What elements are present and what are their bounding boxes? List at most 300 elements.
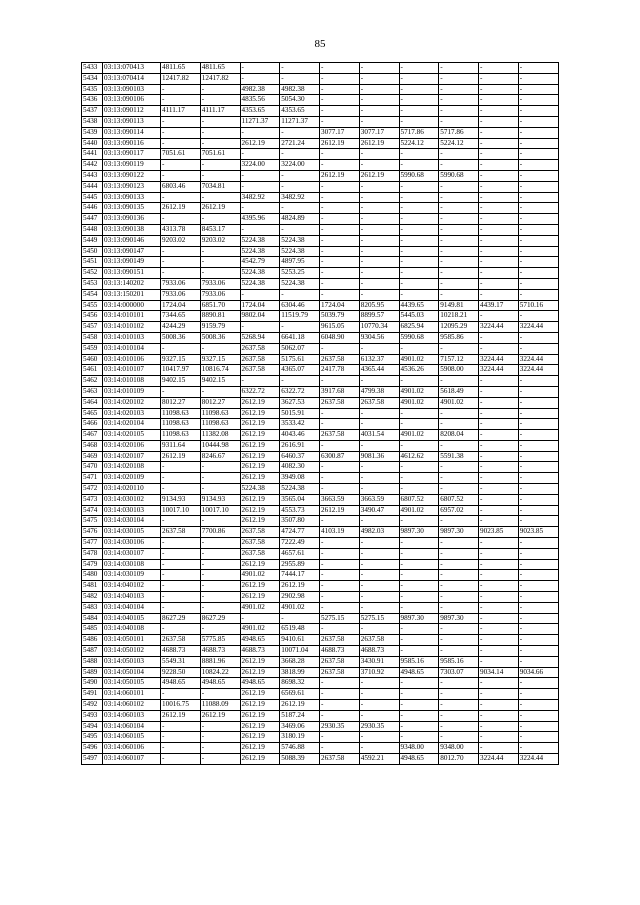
value-cell: 4901.02 <box>399 354 439 365</box>
value-cell: 3224.44 <box>479 365 519 376</box>
row-id-cell: 5454 <box>82 289 103 300</box>
code-cell: 03:13:090114 <box>103 127 161 138</box>
value-cell: 5549.31 <box>161 656 201 667</box>
value-cell: - <box>518 678 558 689</box>
value-cell: 4948.65 <box>200 678 240 689</box>
row-id-cell: 5436 <box>82 95 103 106</box>
value-cell: - <box>359 278 399 289</box>
value-cell: 2637.58 <box>359 635 399 646</box>
value-cell: 5054.30 <box>280 95 320 106</box>
table-row <box>82 354 559 365</box>
value-cell: 9348.00 <box>439 743 479 754</box>
code-cell: 03:14:050102 <box>103 646 161 657</box>
table-row <box>82 635 559 646</box>
value-cell: 11098.63 <box>161 419 201 430</box>
row-id-cell: 5451 <box>82 257 103 268</box>
value-cell: - <box>479 246 519 257</box>
value-cell: - <box>439 538 479 549</box>
value-cell: 9348.00 <box>399 743 439 754</box>
value-cell: 3180.19 <box>280 732 320 743</box>
table-row <box>82 73 559 84</box>
value-cell: - <box>200 548 240 559</box>
table-row <box>82 332 559 343</box>
value-cell: - <box>161 721 201 732</box>
value-cell: - <box>479 224 519 235</box>
value-cell: - <box>200 570 240 581</box>
value-cell: - <box>518 181 558 192</box>
value-cell: 1724.04 <box>240 300 280 311</box>
value-cell: 3818.99 <box>280 667 320 678</box>
value-cell: - <box>479 516 519 527</box>
row-id-cell: 5455 <box>82 300 103 311</box>
row-id-cell: 5460 <box>82 354 103 365</box>
value-cell: - <box>479 95 519 106</box>
value-cell: 2612.19 <box>240 430 280 441</box>
value-cell: - <box>359 548 399 559</box>
value-cell: 9149.81 <box>439 300 479 311</box>
value-cell: - <box>240 203 280 214</box>
value-cell: - <box>439 192 479 203</box>
value-cell: - <box>518 73 558 84</box>
value-cell: 4724.77 <box>280 527 320 538</box>
code-cell: 03:14:020108 <box>103 462 161 473</box>
value-cell: - <box>439 257 479 268</box>
value-cell: 9327.15 <box>200 354 240 365</box>
value-cell: - <box>439 624 479 635</box>
value-cell: 3565.04 <box>280 494 320 505</box>
row-id-cell: 5484 <box>82 613 103 624</box>
value-cell: - <box>399 63 439 74</box>
value-cell: - <box>518 505 558 516</box>
code-cell: 03:14:050101 <box>103 635 161 646</box>
value-cell: - <box>518 624 558 635</box>
value-cell: - <box>359 343 399 354</box>
value-cell: 4365.07 <box>280 365 320 376</box>
value-cell: - <box>320 516 360 527</box>
value-cell: - <box>399 440 439 451</box>
value-cell: - <box>518 700 558 711</box>
row-id-cell: 5440 <box>82 138 103 149</box>
value-cell: 9585.16 <box>439 656 479 667</box>
value-cell: - <box>518 419 558 430</box>
value-cell: 4901.02 <box>240 602 280 613</box>
value-cell: - <box>479 732 519 743</box>
value-cell: - <box>320 289 360 300</box>
value-cell: 4244.29 <box>161 322 201 333</box>
value-cell: - <box>161 516 201 527</box>
value-cell: 9081.36 <box>359 451 399 462</box>
code-cell: 03:14:010102 <box>103 322 161 333</box>
value-cell: - <box>359 246 399 257</box>
row-id-cell: 5471 <box>82 473 103 484</box>
value-cell: - <box>439 289 479 300</box>
value-cell: - <box>161 268 201 279</box>
row-id-cell: 5493 <box>82 710 103 721</box>
table-row <box>82 289 559 300</box>
value-cell: - <box>161 484 201 495</box>
code-cell: 03:14:020109 <box>103 473 161 484</box>
value-cell: 2612.19 <box>240 505 280 516</box>
value-cell: 4688.73 <box>240 646 280 657</box>
value-cell: 2612.19 <box>240 721 280 732</box>
value-cell: 4542.79 <box>240 257 280 268</box>
value-cell: - <box>479 116 519 127</box>
value-cell: - <box>439 548 479 559</box>
value-cell: - <box>479 149 519 160</box>
value-cell: 7034.81 <box>200 181 240 192</box>
value-cell: - <box>479 624 519 635</box>
value-cell: - <box>399 235 439 246</box>
code-cell: 03:14:030107 <box>103 548 161 559</box>
value-cell: - <box>399 462 439 473</box>
value-cell: - <box>200 581 240 592</box>
value-cell: - <box>320 149 360 160</box>
value-cell: 8627.29 <box>200 613 240 624</box>
code-cell: 03:14:020104 <box>103 419 161 430</box>
code-cell: 03:14:030105 <box>103 527 161 538</box>
row-id-cell: 5434 <box>82 73 103 84</box>
code-cell: 03:14:010104 <box>103 343 161 354</box>
value-cell: 4901.02 <box>399 505 439 516</box>
value-cell: 2612.19 <box>240 397 280 408</box>
value-cell: - <box>439 160 479 171</box>
value-cell: 10017.10 <box>161 505 201 516</box>
table-row <box>82 602 559 613</box>
value-cell: 11271.37 <box>280 116 320 127</box>
value-cell: 5008.36 <box>200 332 240 343</box>
value-cell: 3668.28 <box>280 656 320 667</box>
table-row <box>82 95 559 106</box>
value-cell: 9410.61 <box>280 635 320 646</box>
value-cell: 2417.78 <box>320 365 360 376</box>
value-cell: - <box>479 268 519 279</box>
value-cell: - <box>518 257 558 268</box>
value-cell: - <box>359 462 399 473</box>
value-cell: - <box>479 289 519 300</box>
value-cell: 10017.10 <box>200 505 240 516</box>
value-cell: 4799.38 <box>359 386 399 397</box>
value-cell: - <box>200 170 240 181</box>
row-id-cell: 5470 <box>82 462 103 473</box>
value-cell: - <box>320 73 360 84</box>
value-cell: - <box>161 689 201 700</box>
value-cell: - <box>479 138 519 149</box>
value-cell: 12417.82 <box>161 73 201 84</box>
value-cell: 2637.58 <box>359 397 399 408</box>
value-cell: - <box>399 548 439 559</box>
table-row <box>82 656 559 667</box>
value-cell: - <box>399 559 439 570</box>
value-cell: 5253.25 <box>280 268 320 279</box>
table-row <box>82 192 559 203</box>
value-cell: 7157.12 <box>439 354 479 365</box>
value-cell: 5717.86 <box>399 127 439 138</box>
value-cell: - <box>399 473 439 484</box>
value-cell: - <box>479 462 519 473</box>
value-cell: 9585.86 <box>439 332 479 343</box>
value-cell: - <box>399 732 439 743</box>
row-id-cell: 5489 <box>82 667 103 678</box>
value-cell: - <box>161 602 201 613</box>
value-cell: 10816.74 <box>200 365 240 376</box>
value-cell: 4948.65 <box>240 635 280 646</box>
value-cell: 6825.94 <box>399 322 439 333</box>
value-cell: 3490.47 <box>359 505 399 516</box>
value-cell: 6569.61 <box>280 689 320 700</box>
value-cell: 2612.19 <box>240 408 280 419</box>
value-cell: - <box>359 678 399 689</box>
code-cell: 03:14:060102 <box>103 700 161 711</box>
value-cell: 4982.38 <box>280 84 320 95</box>
value-cell: 2612.19 <box>320 170 360 181</box>
code-cell: 03:13:090147 <box>103 246 161 257</box>
value-cell: - <box>518 548 558 559</box>
value-cell: 4353.65 <box>280 106 320 117</box>
value-cell: 4901.02 <box>240 570 280 581</box>
value-cell: - <box>439 203 479 214</box>
value-cell: - <box>399 646 439 657</box>
table-row <box>82 527 559 538</box>
value-cell: 2612.19 <box>240 440 280 451</box>
value-cell: - <box>320 678 360 689</box>
value-cell: 2612.19 <box>200 710 240 721</box>
value-cell: - <box>359 710 399 721</box>
value-cell: - <box>161 754 201 765</box>
value-cell: - <box>479 73 519 84</box>
code-cell: 03:13:090106 <box>103 95 161 106</box>
value-cell: 2612.19 <box>240 656 280 667</box>
value-cell: 2637.58 <box>240 548 280 559</box>
value-cell: - <box>161 743 201 754</box>
row-id-cell: 5444 <box>82 181 103 192</box>
value-cell: 3949.08 <box>280 473 320 484</box>
value-cell: 5039.79 <box>320 311 360 322</box>
value-cell: - <box>518 84 558 95</box>
table-row <box>82 689 559 700</box>
value-cell: - <box>439 473 479 484</box>
value-cell: - <box>479 408 519 419</box>
value-cell: - <box>439 246 479 257</box>
value-cell: 3224.44 <box>518 754 558 765</box>
value-cell: - <box>439 181 479 192</box>
table-row <box>82 181 559 192</box>
value-cell: 2637.58 <box>320 754 360 765</box>
value-cell: 4111.17 <box>161 106 201 117</box>
table-row <box>82 376 559 387</box>
value-cell: 7444.17 <box>280 570 320 581</box>
value-cell: - <box>479 181 519 192</box>
value-cell: - <box>320 257 360 268</box>
value-cell: 5224.38 <box>280 484 320 495</box>
value-cell: - <box>320 192 360 203</box>
row-id-cell: 5442 <box>82 160 103 171</box>
value-cell: - <box>439 235 479 246</box>
value-cell: - <box>399 160 439 171</box>
value-cell: - <box>320 181 360 192</box>
value-cell: - <box>479 63 519 74</box>
value-cell: 4043.46 <box>280 430 320 441</box>
value-cell: - <box>280 289 320 300</box>
value-cell: - <box>399 106 439 117</box>
code-cell: 03:14:060101 <box>103 689 161 700</box>
value-cell: 2612.19 <box>240 419 280 430</box>
value-cell: - <box>518 343 558 354</box>
table-body <box>82 63 559 765</box>
row-id-cell: 5449 <box>82 235 103 246</box>
value-cell: - <box>399 624 439 635</box>
value-cell: - <box>359 84 399 95</box>
value-cell: - <box>518 732 558 743</box>
row-id-cell: 5457 <box>82 322 103 333</box>
value-cell: - <box>320 473 360 484</box>
row-id-cell: 5478 <box>82 548 103 559</box>
value-cell: - <box>399 149 439 160</box>
value-cell: - <box>320 268 360 279</box>
value-cell: - <box>200 462 240 473</box>
value-cell: - <box>359 570 399 581</box>
value-cell: 5224.38 <box>240 235 280 246</box>
value-cell: - <box>359 160 399 171</box>
value-cell: 8012.27 <box>200 397 240 408</box>
table-row <box>82 160 559 171</box>
value-cell: - <box>518 635 558 646</box>
value-cell: 5746.88 <box>280 743 320 754</box>
table-row <box>82 646 559 657</box>
value-cell: 6807.52 <box>399 494 439 505</box>
value-cell: 4353.65 <box>240 106 280 117</box>
value-cell: 3710.92 <box>359 667 399 678</box>
row-id-cell: 5435 <box>82 84 103 95</box>
row-id-cell: 5494 <box>82 721 103 732</box>
value-cell: 3224.44 <box>479 354 519 365</box>
value-cell: - <box>439 710 479 721</box>
row-id-cell: 5453 <box>82 278 103 289</box>
value-cell: 2721.24 <box>280 138 320 149</box>
value-cell: 2612.19 <box>240 494 280 505</box>
value-cell: - <box>359 419 399 430</box>
value-cell: 9134.93 <box>200 494 240 505</box>
value-cell: 2612.19 <box>280 700 320 711</box>
value-cell: 7051.61 <box>200 149 240 160</box>
value-cell: - <box>320 732 360 743</box>
value-cell: - <box>320 484 360 495</box>
row-id-cell: 5448 <box>82 224 103 235</box>
value-cell: 4948.65 <box>399 667 439 678</box>
code-cell: 03:14:020110 <box>103 484 161 495</box>
value-cell: - <box>479 192 519 203</box>
value-cell: 4688.73 <box>359 646 399 657</box>
value-cell: - <box>200 246 240 257</box>
value-cell: 4103.19 <box>320 527 360 538</box>
value-cell: - <box>200 160 240 171</box>
value-cell: - <box>518 592 558 603</box>
value-cell: - <box>518 268 558 279</box>
value-cell: - <box>320 602 360 613</box>
value-cell: 4365.44 <box>359 365 399 376</box>
value-cell: - <box>200 268 240 279</box>
value-cell: 3430.91 <box>359 656 399 667</box>
value-cell: - <box>518 440 558 451</box>
code-cell: 03:14:020103 <box>103 408 161 419</box>
value-cell: 2612.19 <box>240 581 280 592</box>
value-cell: 7933.06 <box>161 278 201 289</box>
table-row <box>82 257 559 268</box>
value-cell: 10444.98 <box>200 440 240 451</box>
value-cell: - <box>320 419 360 430</box>
table-row <box>82 494 559 505</box>
value-cell: 10770.34 <box>359 322 399 333</box>
value-cell: - <box>359 73 399 84</box>
table-row <box>82 581 559 592</box>
value-cell: - <box>240 613 280 624</box>
value-cell: - <box>161 462 201 473</box>
value-cell: - <box>320 538 360 549</box>
value-cell: - <box>439 732 479 743</box>
value-cell: 6048.90 <box>320 332 360 343</box>
value-cell: - <box>518 235 558 246</box>
value-cell: - <box>439 700 479 711</box>
value-cell: - <box>399 581 439 592</box>
value-cell: - <box>200 592 240 603</box>
value-cell: 4439.65 <box>399 300 439 311</box>
value-cell: - <box>399 289 439 300</box>
value-cell: - <box>399 192 439 203</box>
code-cell: 03:14:030108 <box>103 559 161 570</box>
value-cell: 7933.06 <box>161 289 201 300</box>
value-cell: - <box>200 754 240 765</box>
value-cell: - <box>479 538 519 549</box>
value-cell: - <box>200 138 240 149</box>
table-row <box>82 570 559 581</box>
table-row <box>82 624 559 635</box>
table-row <box>82 743 559 754</box>
value-cell: 11382.08 <box>200 430 240 441</box>
value-cell: - <box>280 170 320 181</box>
value-cell: - <box>399 376 439 387</box>
value-cell: 11088.09 <box>200 700 240 711</box>
value-cell: 2612.19 <box>240 710 280 721</box>
value-cell: - <box>518 581 558 592</box>
value-cell: - <box>161 473 201 484</box>
code-cell: 03:14:020105 <box>103 430 161 441</box>
value-cell: - <box>518 646 558 657</box>
value-cell: 6641.18 <box>280 332 320 343</box>
value-cell: 7933.06 <box>200 278 240 289</box>
value-cell: - <box>518 721 558 732</box>
value-cell: 3224.00 <box>280 160 320 171</box>
value-cell: 5990.68 <box>439 170 479 181</box>
code-cell: 03:13:070413 <box>103 63 161 74</box>
value-cell: - <box>280 376 320 387</box>
table-row <box>82 440 559 451</box>
value-cell: 2637.58 <box>320 667 360 678</box>
value-cell: - <box>200 602 240 613</box>
value-cell: - <box>161 570 201 581</box>
value-cell: - <box>479 278 519 289</box>
value-cell: 9023.85 <box>479 527 519 538</box>
row-id-cell: 5468 <box>82 440 103 451</box>
code-cell: 03:13:090151 <box>103 268 161 279</box>
value-cell: 5275.15 <box>359 613 399 624</box>
value-cell: - <box>399 268 439 279</box>
value-cell: - <box>359 689 399 700</box>
value-cell: - <box>320 700 360 711</box>
value-cell: - <box>320 548 360 559</box>
value-cell: - <box>439 408 479 419</box>
value-cell: 8246.67 <box>200 451 240 462</box>
code-cell: 03:14:040105 <box>103 613 161 624</box>
value-cell: 4901.02 <box>439 397 479 408</box>
